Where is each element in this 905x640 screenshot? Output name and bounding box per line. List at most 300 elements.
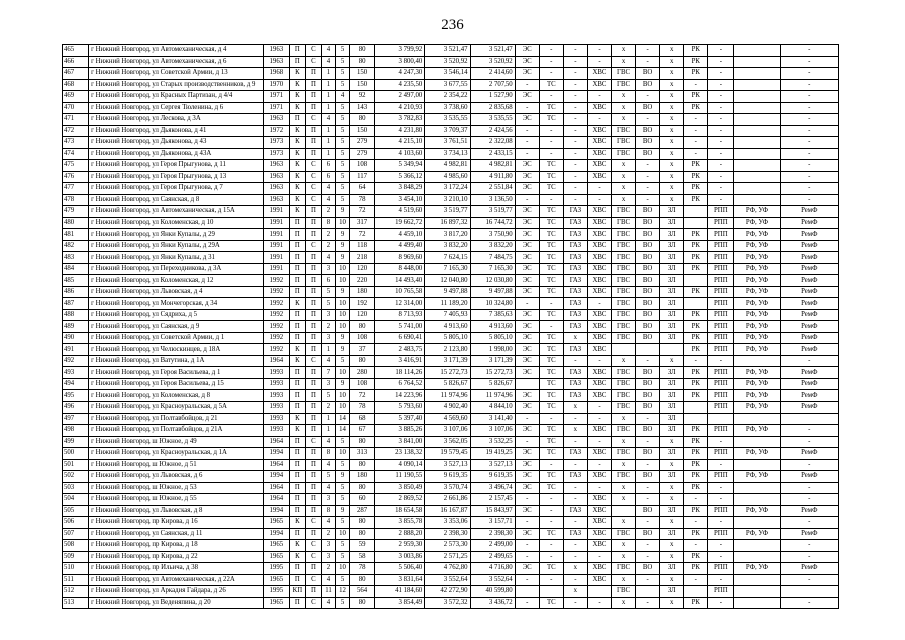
table-cell: 14 493,40 xyxy=(375,275,425,287)
table-cell: - xyxy=(708,102,734,114)
table-cell: РФ, УФ xyxy=(734,528,780,540)
table-cell: - xyxy=(539,56,563,68)
table-cell: 5 xyxy=(321,286,335,298)
table-cell: РФ, УФ xyxy=(734,390,780,402)
table-cell: ЭС xyxy=(515,252,539,264)
table-cell: ЭС xyxy=(515,355,539,367)
table-cell: К xyxy=(289,183,305,195)
table-cell: 5 826,67 xyxy=(470,378,515,390)
address-cell: г Нижний Новгород, ул Львовская, д 8 xyxy=(89,505,264,517)
table-cell: РемФ xyxy=(780,448,838,460)
table-cell: - xyxy=(780,148,838,160)
table-cell: РПП xyxy=(708,217,734,229)
table-cell: ЭС xyxy=(515,286,539,298)
table-row xyxy=(63,194,839,206)
table-cell: ГВС xyxy=(611,528,635,540)
table-cell: х xyxy=(611,160,635,172)
table-cell: 5 349,94 xyxy=(375,160,425,172)
table-cell: - xyxy=(563,171,587,183)
page-number: 236 xyxy=(441,17,464,33)
table-cell: 3 521,47 xyxy=(425,45,470,57)
table-cell: х xyxy=(660,45,684,57)
row-number-cell: 478 xyxy=(63,194,89,206)
table-row xyxy=(63,367,839,379)
table-cell: П xyxy=(289,459,305,471)
table-cell: 4 985,60 xyxy=(425,171,470,183)
table-cell: 1971 xyxy=(263,91,289,103)
table-cell: С xyxy=(305,45,321,57)
table-cell: К xyxy=(289,194,305,206)
table-cell: ХВС xyxy=(587,344,611,356)
table-cell xyxy=(734,355,780,367)
table-cell: ЗЛ xyxy=(660,206,684,218)
table-cell: РПП xyxy=(708,471,734,483)
table-cell: - xyxy=(539,321,563,333)
table-cell: - xyxy=(539,298,563,310)
table-cell: - xyxy=(708,574,734,586)
table-cell: 4 xyxy=(321,459,335,471)
table-cell: РемФ xyxy=(780,263,838,275)
table-cell: - xyxy=(587,482,611,494)
table-cell: - xyxy=(636,56,660,68)
table-cell: - xyxy=(780,68,838,80)
table-cell: - xyxy=(708,355,734,367)
table-cell: П xyxy=(289,309,305,321)
table-row xyxy=(63,137,839,149)
table-cell: 14 223,96 xyxy=(375,390,425,402)
table-cell: х xyxy=(660,597,684,609)
table-cell xyxy=(684,586,708,598)
table-cell: 7 484,75 xyxy=(470,252,515,264)
table-cell: - xyxy=(563,125,587,137)
table-cell: ТС xyxy=(539,528,563,540)
table-cell: РК xyxy=(684,252,708,264)
table-cell: 1963 xyxy=(263,56,289,68)
address-cell: г Нижний Новгород, ш Южное, д 53 xyxy=(89,482,264,494)
table-cell: К xyxy=(289,68,305,80)
table-cell: 10 xyxy=(336,263,350,275)
table-row xyxy=(63,586,839,598)
table-row xyxy=(63,390,839,402)
table-cell: ГАЗ xyxy=(563,528,587,540)
table-cell: РПП xyxy=(708,401,734,413)
table-cell: - xyxy=(563,494,587,506)
table-cell: 5 xyxy=(336,45,350,57)
table-cell xyxy=(660,344,684,356)
table-cell: х xyxy=(660,171,684,183)
table-cell: 10 xyxy=(336,367,350,379)
table-cell: - xyxy=(587,56,611,68)
row-number-cell: 498 xyxy=(63,425,89,437)
table-cell: - xyxy=(563,160,587,172)
table-cell: - xyxy=(515,574,539,586)
table-cell: 4 xyxy=(321,56,335,68)
table-cell: РФ, УФ xyxy=(734,229,780,241)
table-cell: 1995 xyxy=(263,563,289,575)
table-cell: 4 xyxy=(321,574,335,586)
table-cell: РемФ xyxy=(780,505,838,517)
table-cell: ХВС xyxy=(587,540,611,552)
table-cell: ХВС xyxy=(587,137,611,149)
table-cell: 3 709,37 xyxy=(425,125,470,137)
table-cell: РПП xyxy=(708,252,734,264)
table-cell: - xyxy=(636,482,660,494)
table-cell xyxy=(734,540,780,552)
table-row xyxy=(63,332,839,344)
table-cell: РПП xyxy=(708,206,734,218)
table-cell: ХВС xyxy=(587,309,611,321)
table-cell: - xyxy=(636,160,660,172)
table-cell: 2 354,22 xyxy=(425,91,470,103)
table-cell: 9 xyxy=(336,378,350,390)
table-cell: РПП xyxy=(708,390,734,402)
table-cell: ЗЛ xyxy=(660,563,684,575)
address-cell: г Нижний Новгород, ул Героя Васильева, д 15 xyxy=(89,378,264,390)
table-cell: 7 405,93 xyxy=(425,309,470,321)
table-cell: ВО xyxy=(636,79,660,91)
table-cell: 4 844,10 xyxy=(470,401,515,413)
table-cell: П xyxy=(305,263,321,275)
table-cell: К xyxy=(289,148,305,160)
table-cell: х xyxy=(563,563,587,575)
table-cell xyxy=(734,114,780,126)
table-cell: - xyxy=(708,79,734,91)
table-cell: РФ, УФ xyxy=(734,206,780,218)
table-cell: ХВС xyxy=(587,448,611,460)
table-row xyxy=(63,574,839,586)
table-cell: ГВС xyxy=(611,471,635,483)
table-cell: 3 848,29 xyxy=(375,183,425,195)
table-cell: 4 090,14 xyxy=(375,459,425,471)
table-cell: ЭС xyxy=(515,344,539,356)
table-cell: ВО xyxy=(636,252,660,264)
table-cell: П xyxy=(305,91,321,103)
table-cell: - xyxy=(563,183,587,195)
table-cell: РК xyxy=(684,171,708,183)
table-cell: ТС xyxy=(539,482,563,494)
table-cell: П xyxy=(289,229,305,241)
table-cell: К xyxy=(289,540,305,552)
table-cell: х xyxy=(660,482,684,494)
row-number-cell: 467 xyxy=(63,68,89,80)
table-cell: ЭС xyxy=(515,45,539,57)
table-cell: 3 xyxy=(321,540,335,552)
row-number-cell: 499 xyxy=(63,436,89,448)
table-cell: х xyxy=(611,183,635,195)
table-cell xyxy=(734,91,780,103)
table-cell: 108 xyxy=(350,160,375,172)
address-cell: г Нижний Новгород, ул Дьяконова, д 43А xyxy=(89,148,264,160)
table-cell: - xyxy=(684,148,708,160)
table-cell: 1 998,00 xyxy=(470,344,515,356)
table-cell: П xyxy=(305,298,321,310)
table-row xyxy=(63,436,839,448)
table-cell: ГАЗ xyxy=(563,206,587,218)
table-cell: - xyxy=(708,91,734,103)
table-cell: 7 xyxy=(321,367,335,379)
row-number-cell: 476 xyxy=(63,171,89,183)
table-cell: ЭС xyxy=(515,217,539,229)
table-cell: 80 xyxy=(350,459,375,471)
table-cell: 3 535,55 xyxy=(470,114,515,126)
address-cell: г Нижний Новгород, ул Челюскинцев, д 18А xyxy=(89,344,264,356)
table-cell: 4 xyxy=(321,517,335,529)
table-cell: ЭС xyxy=(515,263,539,275)
table-row xyxy=(63,459,839,471)
table-cell: 1993 xyxy=(263,413,289,425)
table-cell: ЭС xyxy=(515,114,539,126)
row-number-cell: 506 xyxy=(63,517,89,529)
table-cell: ХВС xyxy=(587,125,611,137)
table-cell: х xyxy=(611,114,635,126)
table-cell: РемФ xyxy=(780,332,838,344)
table-row xyxy=(63,321,839,333)
table-cell: 3 xyxy=(321,378,335,390)
table-cell: 1964 xyxy=(263,355,289,367)
table-cell: - xyxy=(539,68,563,80)
table-cell: 3 750,90 xyxy=(470,229,515,241)
table-cell: 1965 xyxy=(263,517,289,529)
table-cell: - xyxy=(780,517,838,529)
table-cell: К xyxy=(289,91,305,103)
table-cell: ТС xyxy=(539,275,563,287)
table-cell xyxy=(515,378,539,390)
table-cell: ЭС xyxy=(515,459,539,471)
table-cell: К xyxy=(289,125,305,137)
table-cell: 1995 xyxy=(263,586,289,598)
table-cell: 218 xyxy=(350,252,375,264)
table-cell: 3 107,06 xyxy=(470,425,515,437)
table-cell: - xyxy=(708,540,734,552)
table-cell: РК xyxy=(684,563,708,575)
table-cell: - xyxy=(780,114,838,126)
row-number-cell: 477 xyxy=(63,183,89,195)
table-cell: 5 xyxy=(336,171,350,183)
table-cell: 2 123,80 xyxy=(425,344,470,356)
row-number-cell: 491 xyxy=(63,344,89,356)
table-row xyxy=(63,217,839,229)
table-cell: К xyxy=(289,344,305,356)
address-cell: г Нижний Новгород, ул Лескова, д 3А xyxy=(89,114,264,126)
table-cell: - xyxy=(708,482,734,494)
table-cell: 4 210,93 xyxy=(375,102,425,114)
table-cell: 2 xyxy=(321,240,335,252)
table-cell: П xyxy=(289,275,305,287)
table-cell: ЗЛ xyxy=(660,390,684,402)
table-cell: 3 552,64 xyxy=(425,574,470,586)
table-cell: - xyxy=(684,494,708,506)
table-cell: 3 xyxy=(321,494,335,506)
table-cell: 3 841,00 xyxy=(375,436,425,448)
table-cell: ЗЛ xyxy=(660,413,684,425)
table-cell: - xyxy=(636,355,660,367)
table-cell: 9 xyxy=(336,206,350,218)
table-cell: 3 850,49 xyxy=(375,482,425,494)
table-cell: РФ, УФ xyxy=(734,298,780,310)
table-cell: 1 xyxy=(321,344,335,356)
table-cell: 4 762,80 xyxy=(425,563,470,575)
table-cell: 10 xyxy=(336,298,350,310)
table-cell: 3 xyxy=(321,332,335,344)
table-cell: 9 619,35 xyxy=(470,471,515,483)
address-cell: г Нижний Новгород, ш Южное, д 49 xyxy=(89,436,264,448)
table-cell: 80 xyxy=(350,436,375,448)
table-cell: - xyxy=(539,125,563,137)
table-cell: РемФ xyxy=(780,309,838,321)
table-cell: РК xyxy=(684,229,708,241)
table-cell: 4 xyxy=(321,252,335,264)
table-cell: 5 xyxy=(321,298,335,310)
table-cell: П xyxy=(289,574,305,586)
table-cell: х xyxy=(611,551,635,563)
table-cell: 5 xyxy=(336,194,350,206)
table-cell: 11 xyxy=(321,586,335,598)
table-cell: 5 xyxy=(336,183,350,195)
table-row xyxy=(63,125,839,137)
table-cell: РемФ xyxy=(780,298,838,310)
table-cell: 80 xyxy=(350,597,375,609)
table-cell: 1994 xyxy=(263,505,289,517)
table-cell: ЭС xyxy=(515,332,539,344)
table-cell: ЭС xyxy=(515,505,539,517)
table-cell: К xyxy=(289,425,305,437)
table-cell: ВО xyxy=(636,448,660,460)
table-cell xyxy=(734,597,780,609)
table-cell: ТС xyxy=(539,436,563,448)
table-cell: К xyxy=(289,137,305,149)
table-cell: 3 546,14 xyxy=(425,68,470,80)
table-cell: С xyxy=(305,355,321,367)
table-cell: - xyxy=(780,45,838,57)
table-cell: 1 xyxy=(321,425,335,437)
table-cell: 2 xyxy=(321,528,335,540)
table-cell: - xyxy=(684,114,708,126)
table-cell: П xyxy=(305,229,321,241)
table-cell: 3 572,32 xyxy=(425,597,470,609)
row-number-cell: 468 xyxy=(63,79,89,91)
table-cell: 80 xyxy=(350,574,375,586)
table-cell: х xyxy=(660,194,684,206)
table-cell xyxy=(734,171,780,183)
table-cell: 9 xyxy=(336,229,350,241)
table-cell: П xyxy=(289,114,305,126)
table-cell: П xyxy=(289,482,305,494)
table-cell: 72 xyxy=(350,206,375,218)
table-cell: х xyxy=(611,171,635,183)
table-cell: - xyxy=(636,183,660,195)
table-cell: РК xyxy=(684,378,708,390)
row-number-cell: 503 xyxy=(63,482,89,494)
table-cell: К xyxy=(289,79,305,91)
table-cell: 1963 xyxy=(263,171,289,183)
table-cell: 72 xyxy=(350,390,375,402)
table-row xyxy=(63,505,839,517)
table-cell: ГВС xyxy=(611,425,635,437)
table-cell: ГАЗ xyxy=(563,321,587,333)
table-cell: 5 xyxy=(336,597,350,609)
table-row xyxy=(63,114,839,126)
table-cell: - xyxy=(684,125,708,137)
table-cell: К xyxy=(289,413,305,425)
table-cell: П xyxy=(305,125,321,137)
row-number-cell: 473 xyxy=(63,137,89,149)
address-cell: г Нижний Новгород, ш Южное, д 55 xyxy=(89,494,264,506)
table-cell: ТС xyxy=(539,240,563,252)
table-cell: - xyxy=(780,425,838,437)
table-cell: ХВС xyxy=(587,217,611,229)
table-cell: ТС xyxy=(539,79,563,91)
table-cell: ХВС xyxy=(587,263,611,275)
table-cell: - xyxy=(587,436,611,448)
table-cell: - xyxy=(780,79,838,91)
table-cell: 80 xyxy=(350,45,375,57)
table-cell: 3 782,83 xyxy=(375,114,425,126)
table-cell: 10 xyxy=(336,309,350,321)
table-cell: ЗЛ xyxy=(660,229,684,241)
table-cell: 4 247,30 xyxy=(375,68,425,80)
address-cell: г Нижний Новгород, ул Автомеханическая, д 6 xyxy=(89,56,264,68)
table-cell: 1 527,90 xyxy=(470,91,515,103)
table-cell: ЗЛ xyxy=(660,505,684,517)
table-cell: 4 xyxy=(321,355,335,367)
table-cell: 1993 xyxy=(263,378,289,390)
table-cell: 6 xyxy=(321,275,335,287)
table-cell: х xyxy=(660,79,684,91)
table-cell: РФ, УФ xyxy=(734,425,780,437)
table-cell: 1993 xyxy=(263,367,289,379)
table-cell: ХВС xyxy=(587,148,611,160)
table-cell: х xyxy=(611,494,635,506)
table-cell: - xyxy=(515,413,539,425)
table-cell: 4 569,60 xyxy=(425,413,470,425)
table-cell: - xyxy=(636,171,660,183)
table-cell: П xyxy=(289,367,305,379)
table-cell: - xyxy=(708,517,734,529)
table-cell: 8 448,00 xyxy=(375,263,425,275)
table-cell: 42 272,90 xyxy=(425,586,470,598)
row-number-cell: 507 xyxy=(63,528,89,540)
table-cell: ХВС xyxy=(587,171,611,183)
table-cell: 5 xyxy=(336,540,350,552)
table-cell xyxy=(684,217,708,229)
table-cell: 3 855,78 xyxy=(375,517,425,529)
table-cell: К xyxy=(289,551,305,563)
table-cell: - xyxy=(780,482,838,494)
address-cell: г Нижний Новгород, ул Дьяконова, д 43 xyxy=(89,137,264,149)
table-cell: ЭС xyxy=(515,91,539,103)
table-cell: 2 xyxy=(321,401,335,413)
table-cell: 4 215,10 xyxy=(375,137,425,149)
table-cell: 1 xyxy=(321,413,335,425)
table-cell: 1963 xyxy=(263,45,289,57)
table-cell: 12 040,80 xyxy=(425,275,470,287)
address-cell: г Нижний Новгород, ул Львовская, д 4 xyxy=(89,286,264,298)
table-cell: ХВС xyxy=(587,332,611,344)
table-cell: 3 570,74 xyxy=(425,482,470,494)
table-cell: - xyxy=(515,125,539,137)
table-cell: РПП xyxy=(708,586,734,598)
table-cell: РемФ xyxy=(780,229,838,241)
table-cell: ТС xyxy=(539,183,563,195)
table-cell: ВО xyxy=(636,263,660,275)
table-cell: - xyxy=(563,355,587,367)
table-row xyxy=(63,91,839,103)
table-cell: 1963 xyxy=(263,183,289,195)
table-cell: 2 835,68 xyxy=(470,102,515,114)
table-cell: 1992 xyxy=(263,286,289,298)
row-number-cell: 495 xyxy=(63,390,89,402)
table-cell: РК xyxy=(684,56,708,68)
